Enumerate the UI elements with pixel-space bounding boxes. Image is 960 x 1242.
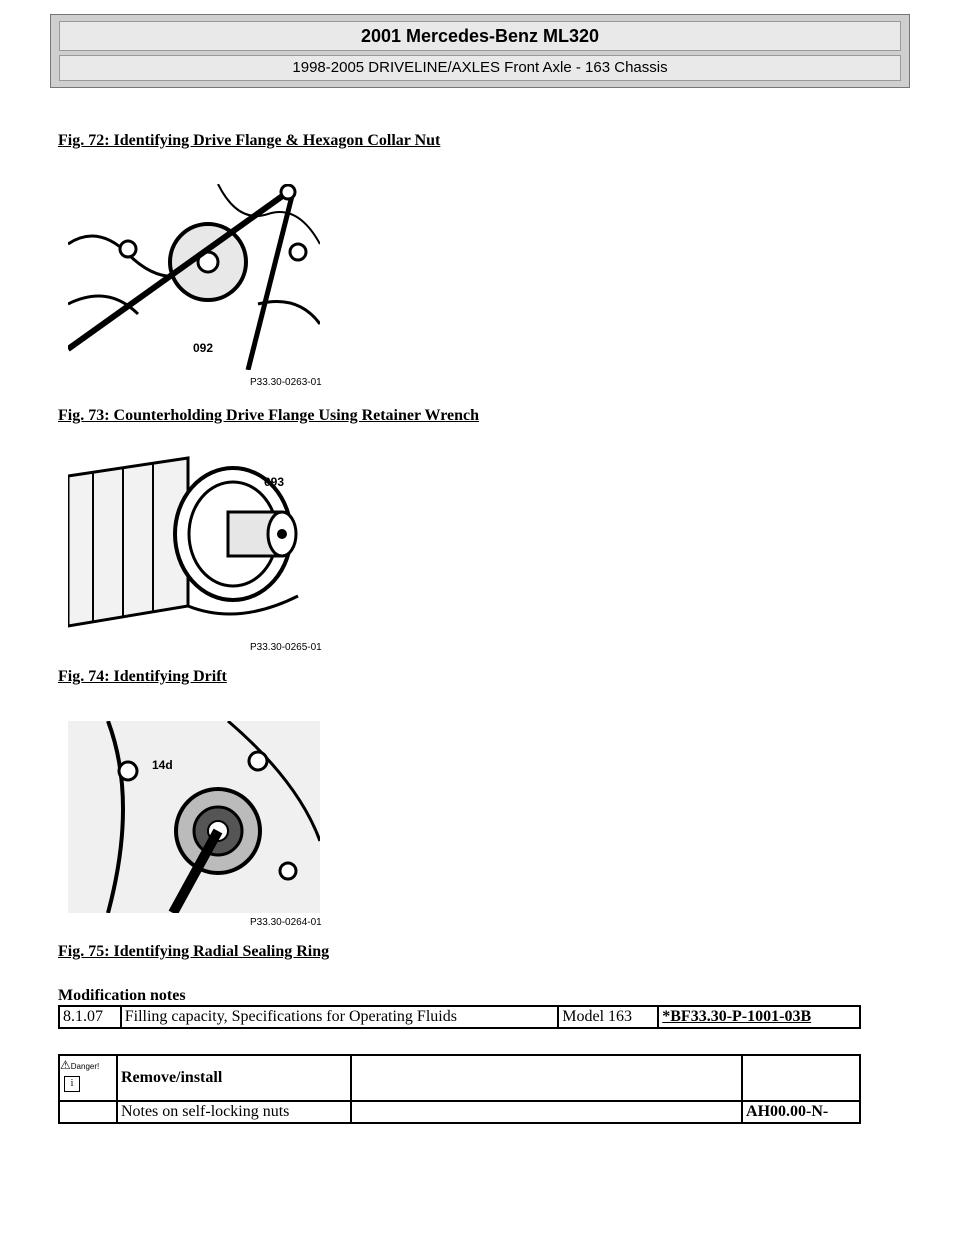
document-subtitle: 1998-2005 DRIVELINE/AXLES Front Axle - 163 Chassis [59, 55, 901, 81]
empty-cell [742, 1055, 860, 1101]
modification-text: Filling capacity, Specifications for Operating Fluids [121, 1006, 559, 1028]
figure-74-callout: 14d [152, 758, 173, 772]
modification-ref-link[interactable]: *BF33.30-P-1001-03B [658, 1006, 860, 1028]
figure-73-code: P33.30-0265-01 [250, 642, 322, 653]
figure-caption-72: Fig. 72: Identifying Drive Flange & Hexagon Collar Nut [58, 132, 441, 149]
empty-cell [351, 1101, 742, 1123]
table-row [59, 1006, 860, 1028]
table-row [59, 1101, 860, 1123]
modification-model: Model 163 [558, 1006, 658, 1028]
table-row [59, 1055, 860, 1101]
figure-73-callout: 093 [264, 475, 285, 489]
figure-caption-73: Fig. 73: Counterholding Drive Flange Using Retainer Wrench [58, 407, 480, 424]
figure-72-callout: 092 [193, 341, 214, 355]
empty-cell [351, 1055, 742, 1101]
modification-notes-heading: Modification notes [58, 987, 186, 1004]
document-header [50, 14, 910, 88]
procedure-note-ref[interactable]: AH00.00-N- [742, 1101, 860, 1123]
procedure-note: Notes on self-locking nuts [117, 1101, 351, 1123]
danger-cell [59, 1055, 117, 1101]
figure-caption-75: Fig. 75: Identifying Radial Sealing Ring [58, 943, 330, 960]
figure-73-image [68, 456, 320, 636]
modification-table [58, 1005, 861, 1029]
modification-date: 8.1.07 [59, 1006, 121, 1028]
figure-caption-74: Fig. 74: Identifying Drift [58, 668, 227, 685]
figure-72-code: P33.30-0263-01 [250, 377, 322, 388]
procedure-section-title: Remove/install [117, 1055, 351, 1101]
figure-72-image [68, 184, 320, 370]
empty-cell [59, 1101, 117, 1123]
figure-74-code: P33.30-0264-01 [250, 917, 322, 928]
document-title: 2001 Mercedes-Benz ML320 [59, 21, 901, 51]
procedure-table [58, 1054, 861, 1124]
info-icon: i [64, 1076, 80, 1092]
figure-74-image [68, 721, 320, 913]
danger-icon: ⚠Danger! [60, 1058, 100, 1072]
